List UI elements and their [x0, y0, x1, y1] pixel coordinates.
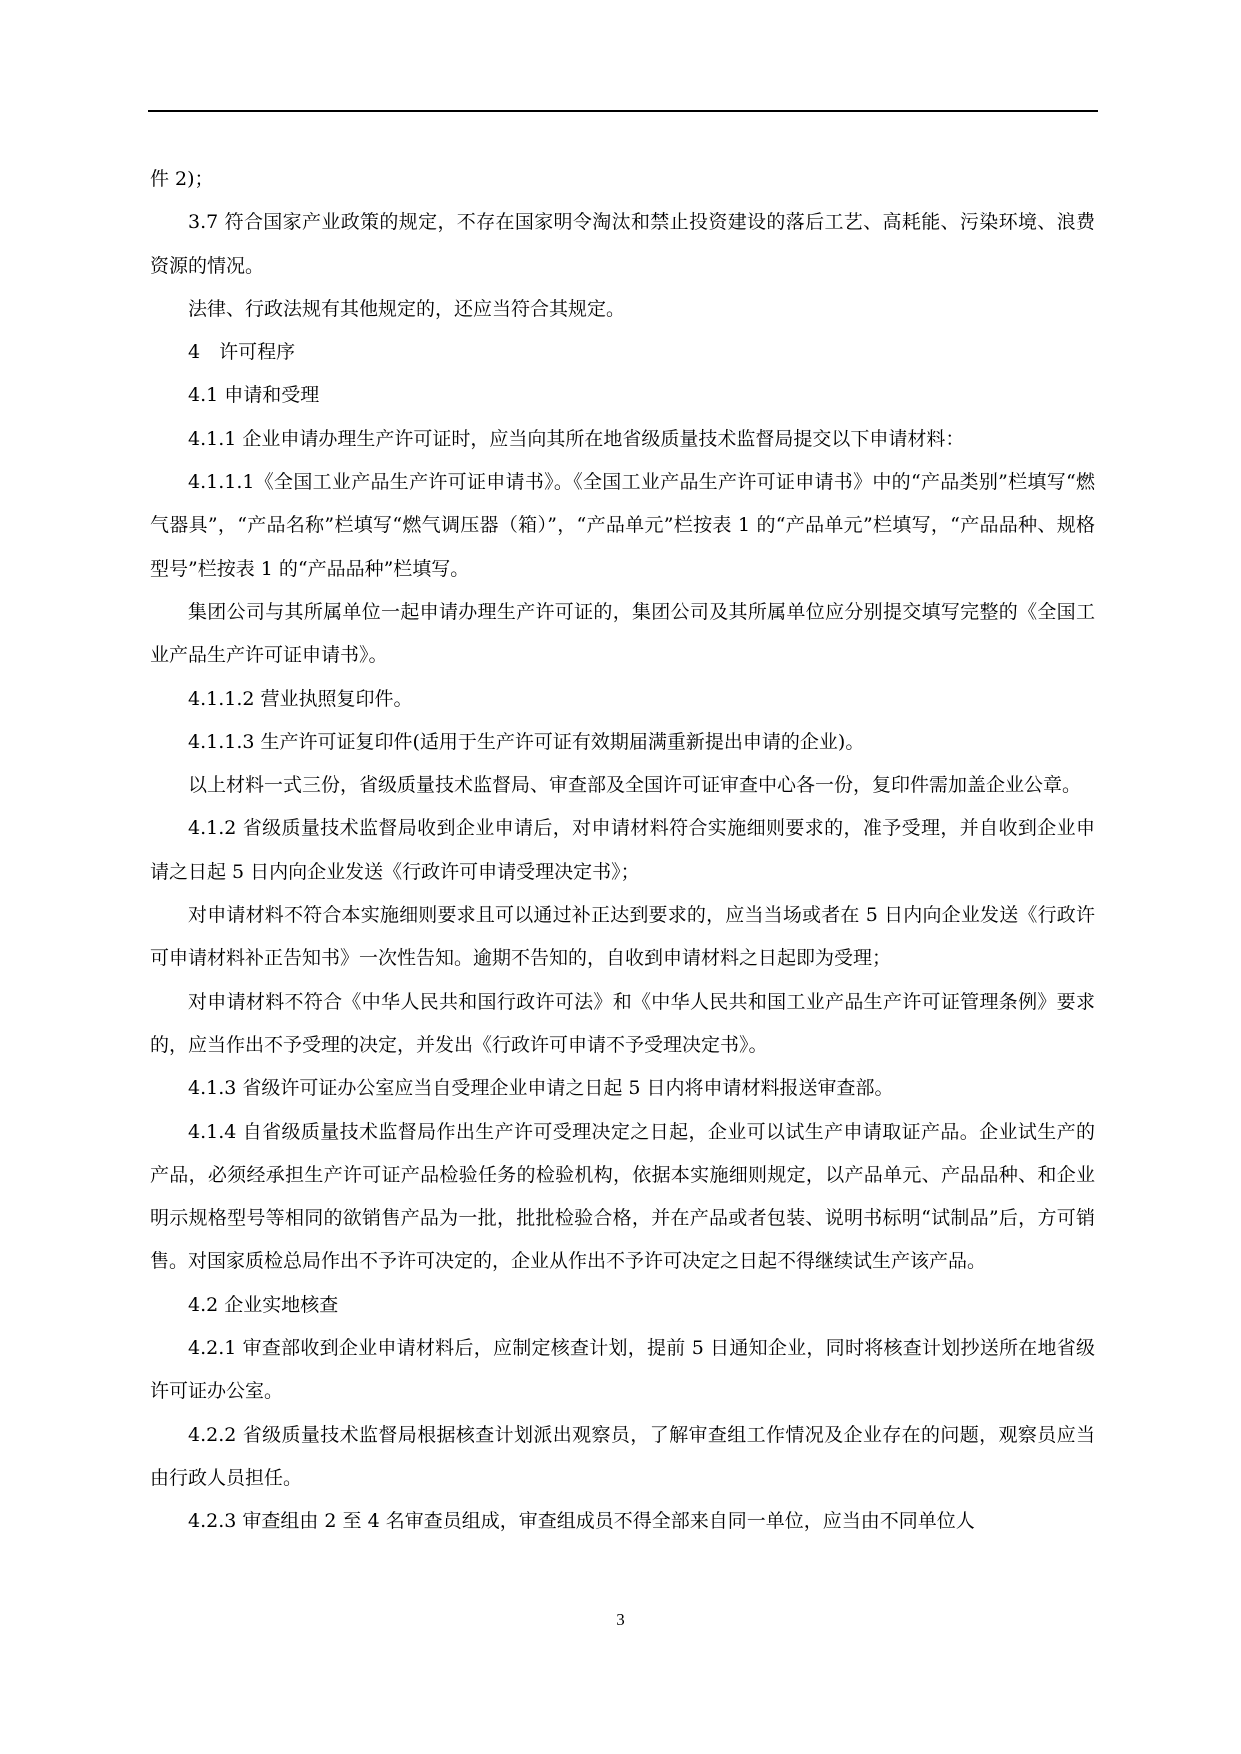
paragraph: 4.1.4 自省级质量技术监督局作出生产许可受理决定之日起，企业可以试生产申请取证产品。企业试生产的产品，必须经承担生产许可证产品检验任务的检验机构，依据本实施细则规定，以产品单元、产品品种、和企业明示规格型号等相同的欲销售产品为一批，批批检验合格，并在产品或者包装、说明书标明“试制品”后，方可销售。对国家质检总局作出不予许可决定的，企业从作出不予许可决定之日起不得继续试生产该产品。: [150, 1120, 1095, 1273]
paragraph: 4.2.2 省级质量技术监督局根据核查计划派出观察员，了解审查组工作情况及企业存在的问题，观察员应当由行政人员担任。: [150, 1423, 1095, 1489]
paragraph: 4.1.3 省级许可证办公室应当自受理企业申请之日起 5 日内将申请材料报送审查部。: [188, 1077, 894, 1100]
paragraph: 4.2.3 审查组由 2 至 4 名审查员组成，审查组成员不得全部来自同一单位，应当由不同单位人: [188, 1510, 975, 1533]
section-heading: 4 许可程序: [188, 341, 296, 364]
page-number: 3: [616, 1610, 625, 1629]
paragraph: 4.1.1.2 营业执照复印件。: [188, 687, 413, 710]
paragraph: 件 2)；: [150, 168, 214, 190]
paragraph: 对申请材料不符合《中华人民共和国行政许可法》和《中华人民共和国工业产品生产许可证管理条例》要求的，应当作出不予受理的决定，并发出《行政许可申请不予受理决定书》。: [150, 990, 1095, 1056]
subsection-heading: 4.2 企业实地核查: [188, 1293, 339, 1316]
paragraph: 4.1.1 企业申请办理生产许可证时，应当向其所在地省级质量技术监督局提交以下申请材料：: [188, 427, 965, 450]
paragraph: 4.1.2 省级质量技术监督局收到企业申请后，对申请材料符合实施细则要求的，准予受理，并自收到企业申请之日起 5 日内向企业发送《行政许可申请受理决定书》；: [150, 817, 1095, 883]
paragraph: 4.2.1 审查部收到企业申请材料后，应制定核查计划，提前 5 日通知企业，同时将核查计划抄送所在地省级许可证办公室。: [150, 1337, 1095, 1403]
paragraph: 以上材料一式三份，省级质量技术监督局、审查部及全国许可证审查中心各一份，复印件需加盖企业公章。: [188, 774, 1082, 797]
paragraph: 4.1.1.3 生产许可证复印件(适用于生产许可证有效期届满重新提出申请的企业)。: [188, 730, 865, 753]
paragraph: 集团公司与其所属单位一起申请办理生产许可证的，集团公司及其所属单位应分别提交填写完整的《全国工业产品生产许可证申请书》。: [150, 600, 1095, 667]
paragraph: 3.7 符合国家产业政策的规定，不存在国家明令淘汰和禁止投资建设的落后工艺、高耗能、污染环境、浪费资源的情况。: [150, 211, 1095, 277]
subsection-heading: 4.1 申请和受理: [188, 384, 320, 407]
header-rule: [148, 110, 1098, 112]
paragraph: 4.1.1.1《全国工业产品生产许可证申请书》。《全国工业产品生产许可证申请书》中的“产品类别”栏填写“燃气器具”，“产品名称”栏填写“燃气调压器（箱）”，“产品单元”栏按表 1 的“产品单元”栏填写，“产品品种、规格型号”栏按表 1 的“产品品种”栏填写。: [150, 471, 1095, 580]
paragraph: 对申请材料不符合本实施细则要求且可以通过补正达到要求的，应当当场或者在 5 日内向企业发送《行政许可申请材料补正告知书》一次性告知。逾期不告知的，自收到申请材料之日起即为受理；: [150, 904, 1095, 970]
document-body: [150, 158, 1095, 1544]
paragraph: 法律、行政法规有其他规定的，还应当符合其规定。: [188, 297, 626, 320]
